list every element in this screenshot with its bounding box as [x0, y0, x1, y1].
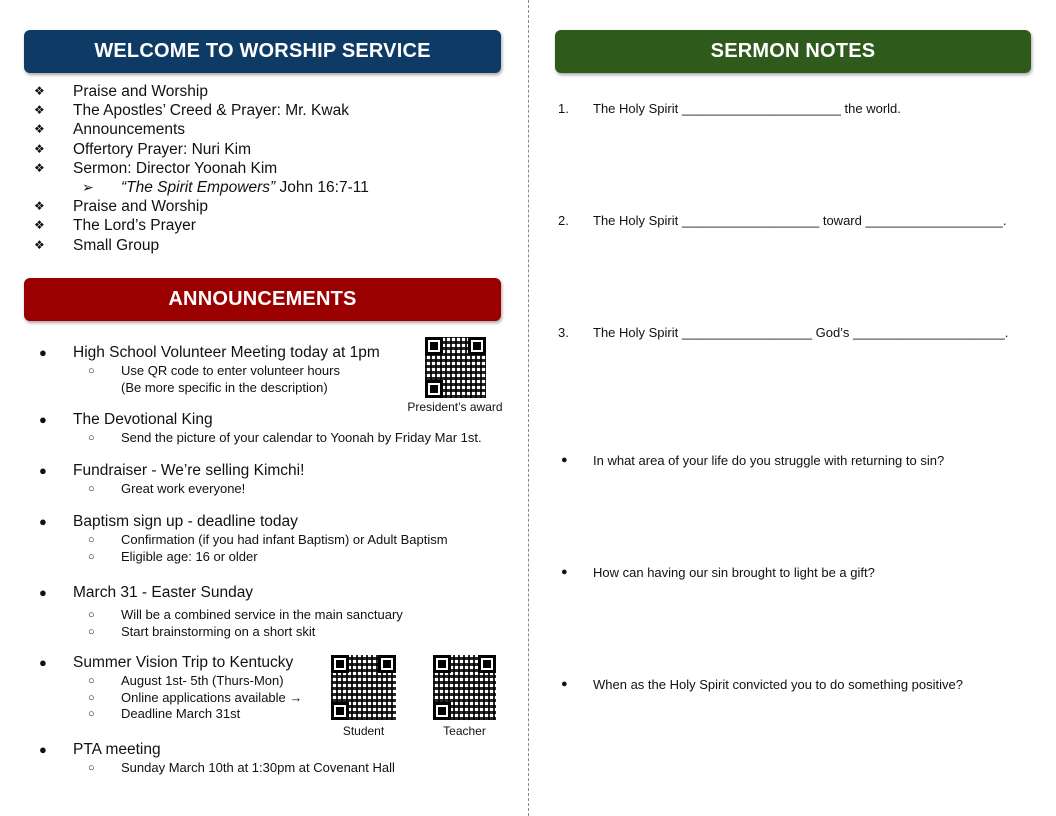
student-qr-icon[interactable]	[331, 655, 396, 720]
diamond-bullet-icon: ❖	[34, 237, 45, 252]
bullet-icon: ●	[39, 412, 47, 427]
circle-bullet-icon: ○	[88, 625, 95, 638]
circle-bullet-icon: ○	[88, 675, 95, 687]
sermon-title: “The Spirit Empowers”	[121, 178, 276, 196]
diamond-bullet-icon: ❖	[34, 199, 45, 214]
bullet-icon: ●	[39, 514, 47, 529]
sermon-notes-banner	[555, 30, 1031, 73]
diamond-bullet-icon: ❖	[34, 218, 45, 233]
qr-label-teacher: Teacher	[443, 724, 486, 738]
circle-bullet-icon: ○	[88, 483, 95, 495]
worship-banner	[24, 30, 501, 73]
list-item: ❖ Praise and Worship	[34, 198, 208, 216]
list-item: ❖ The Apostles’ Creed & Prayer: Mr. Kwak	[34, 102, 349, 120]
diamond-bullet-icon: ❖	[34, 141, 45, 156]
page-fold-divider	[528, 0, 529, 816]
list-item: ❖ Praise and Worship	[34, 83, 208, 100]
bullet-icon: ●	[39, 742, 47, 757]
bullet-icon: ●	[561, 454, 568, 466]
announcement-item: ● Fundraiser - We’re selling Kimchi! ○ Great work everyone!	[39, 462, 305, 496]
bullet-icon: ●	[561, 566, 568, 578]
scripture-reference: John 16:7-11	[279, 178, 369, 196]
sermon-title-item	[34, 178, 514, 197]
list-item: ❖ Small Group	[34, 236, 160, 254]
worship-order-list	[34, 82, 514, 255]
circle-bullet-icon: ○	[88, 432, 95, 444]
teacher-qr-icon[interactable]	[433, 655, 496, 720]
list-item: ❖ Offertory Prayer: Nuri Kim	[34, 140, 252, 158]
bullet-icon: ●	[561, 678, 568, 690]
announcement-item: ● The Devotional King ○ Send the picture of your calendar to Yoonah by Friday Mar 1st.	[39, 411, 482, 445]
bullet-icon: ●	[39, 655, 47, 670]
worship-title: WELCOME TO WORSHIP SERVICE	[94, 40, 431, 62]
diamond-bullet-icon: ❖	[34, 122, 45, 137]
announcement-item: ● PTA meeting ○ Sunday March 10th at 1:30pm at Covenant Hall	[39, 741, 395, 775]
list-item: ❖ Announcements	[34, 121, 186, 139]
circle-bullet-icon: ○	[88, 609, 95, 621]
bullet-icon: ●	[39, 345, 47, 360]
circle-bullet-icon: ○	[88, 708, 95, 720]
circle-bullet-icon: ○	[88, 550, 95, 563]
diamond-bullet-icon: ❖	[34, 84, 45, 98]
arrow-bullet-icon: ➢	[82, 178, 94, 195]
announcements-banner	[24, 278, 501, 321]
announcement-item: ● March 31 - Easter Sunday ○ Will be a combined service in the main sanctuary ○ Start brainstorming on a short skit	[39, 584, 403, 639]
diamond-bullet-icon: ❖	[34, 103, 45, 118]
circle-bullet-icon: ○	[88, 534, 95, 546]
announcement-item: ● Summer Vision Trip to Kentucky ○ August 1st- 5th (Thurs-Mon) ○ Online applications available → ○ Deadline March 31st	[39, 654, 303, 721]
president-award-qr-icon[interactable]	[425, 337, 486, 398]
qr-label-president: President’s award	[407, 400, 503, 414]
announcements-title: ANNOUNCEMENTS	[168, 288, 357, 310]
diamond-bullet-icon: ❖	[34, 160, 45, 175]
list-item: ❖ Sermon: Director Yoonah Kim	[34, 159, 278, 177]
announcement-item: ● Baptism sign up - deadline today ○ Confirmation (if you had infant Baptism) or Adult Baptism ○ Eligible age: 16 or older	[39, 513, 448, 564]
qr-label-student: Student	[342, 724, 385, 738]
circle-bullet-icon: ○	[88, 691, 95, 704]
circle-bullet-icon: ○	[88, 762, 95, 774]
circle-bullet-icon: ○	[88, 365, 95, 377]
bullet-icon: ●	[39, 585, 47, 600]
sermon-notes-title: SERMON NOTES	[710, 40, 876, 62]
list-item: ❖ The Lord’s Prayer	[34, 217, 196, 235]
announcement-item: ● High School Volunteer Meeting today at 1pm ○ Use QR code to enter volunteer hours (Be more specific in the description)	[39, 344, 380, 395]
bullet-icon: ●	[39, 463, 47, 478]
